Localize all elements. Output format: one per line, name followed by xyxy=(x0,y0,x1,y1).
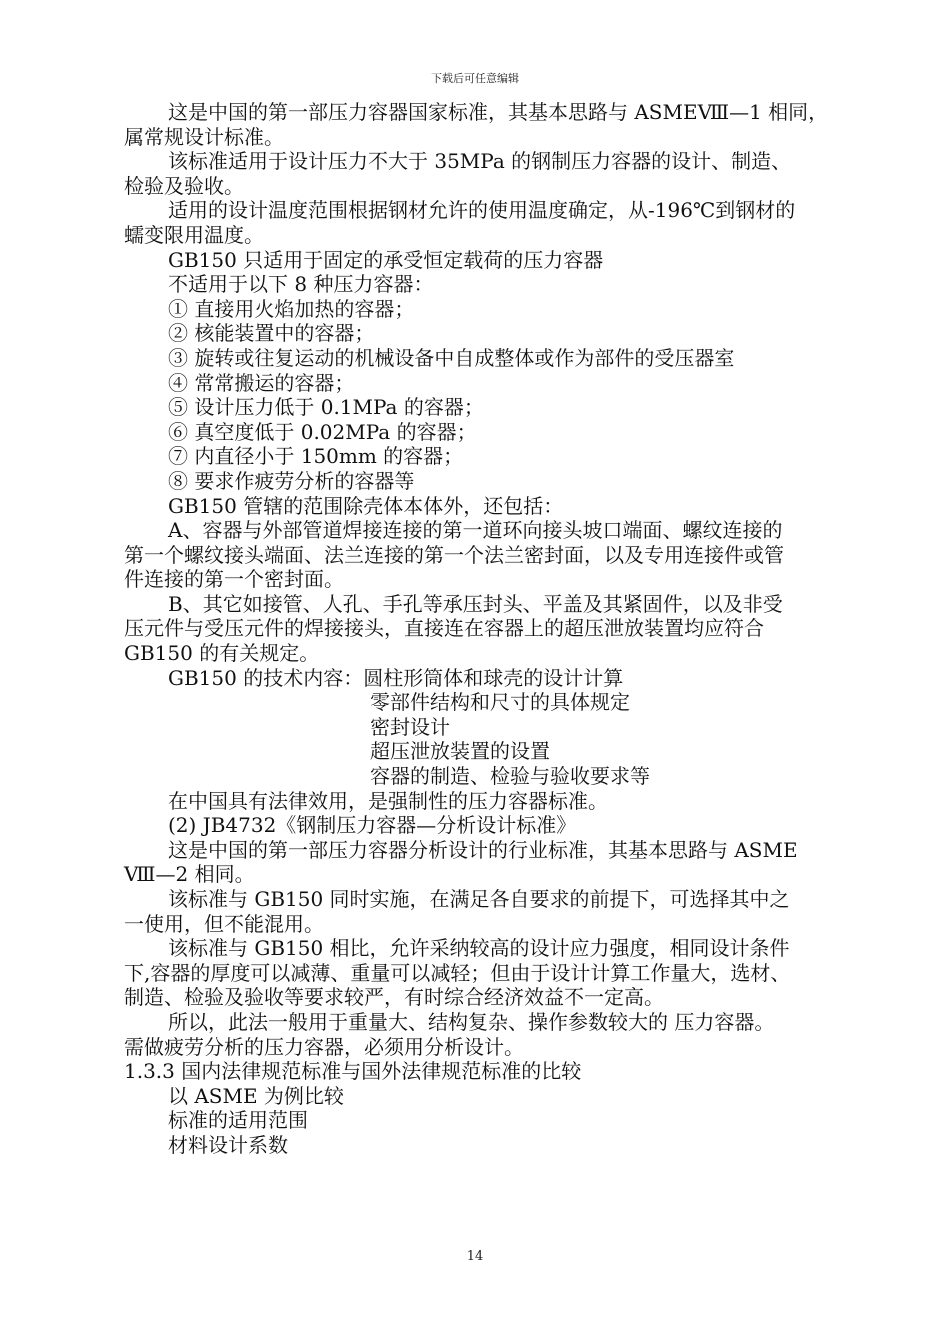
text-line: (2) JB4732《钢制压力容器—分析设计标准》 xyxy=(168,813,577,838)
document-body xyxy=(124,100,864,1158)
text-line: 压元件与受压元件的焊接接头，直接连在容器上的超压泄放装置均应符合 xyxy=(124,616,764,641)
text-line: 制造、检验及验收等要求较严，有时综合经济效益不一定高。 xyxy=(124,985,664,1010)
text-line: GB150 的有关规定。 xyxy=(124,641,320,666)
text-line: 该标准与 GB150 同时实施，在满足各自要求的前提下，可选择其中之 xyxy=(168,887,790,911)
text-line: 1.3.3 国内法律规范标准与国外法律规范标准的比较 xyxy=(124,1059,582,1084)
text-line: 该标准适用于设计压力不大于 35MPa 的钢制压力容器的设计、制造、 xyxy=(168,149,792,174)
text-line: 在中国具有法律效用，是强制性的压力容器标准。 xyxy=(168,788,608,813)
text-line: 属常规设计标准。 xyxy=(124,124,284,149)
text-line: ② 核能装置中的容器； xyxy=(168,321,375,346)
text-line: 第一个螺纹接头端面、法兰连接的第一个法兰密封面，以及专用连接件或管 xyxy=(124,542,784,567)
text-line: 超压泄放装置的设置 xyxy=(370,739,550,764)
text-line: 零部件结构和尺寸的具体规定 xyxy=(370,690,630,715)
text-line: ① 直接用火焰加热的容器； xyxy=(168,296,415,321)
text-line: GB150 管辖的范围除壳体本体外，还包括： xyxy=(168,493,564,518)
text-line: 材料设计系数 xyxy=(168,1132,288,1157)
text-line: 这是中国的第一部压力容器国家标准，其基本思路与 ASMEⅧ—1 相同， xyxy=(168,100,829,124)
text-line: 下,容器的厚度可以减薄、重量可以减轻；但由于设计计算工作量大，选材、 xyxy=(124,960,791,985)
text-line: 一使用，但不能混用。 xyxy=(124,911,324,936)
text-line: 容器的制造、检验与验收要求等 xyxy=(370,764,650,789)
text-line: 所以，此法一般用于重量大、结构复杂、操作参数较大的 压力容器。 xyxy=(168,1009,775,1034)
text-line: 该标准与 GB150 相比，允许采纳较高的设计应力强度，相同设计条件 xyxy=(168,936,790,961)
text-line: Ⅷ—2 相同。 xyxy=(124,862,255,887)
text-line: 密封设计 xyxy=(370,714,450,739)
text-line: ⑧ 要求作疲劳分析的容器等 xyxy=(168,468,415,493)
text-line: 件连接的第一个密封面。 xyxy=(124,567,344,592)
text-line: GB150 只适用于固定的承受恒定载荷的压力容器 xyxy=(168,247,604,272)
text-line: 不适用于以下 8 种压力容器： xyxy=(168,272,434,297)
text-line: 以 ASME 为例比较 xyxy=(168,1083,344,1108)
page-header: 下载后可任意编辑 xyxy=(431,72,519,85)
text-line: ⑥ 真空度低于 0.02MPa 的容器； xyxy=(168,419,477,444)
text-line: ⑦ 内直径小于 150mm 的容器； xyxy=(168,444,464,469)
text-line: A、容器与外部管道焊接连接的第一道环向接头坡口端面、螺纹连接的 xyxy=(168,518,783,543)
text-line: 适用的设计温度范围根据钢材允许的使用温度确定，从-196℃到钢材的 xyxy=(168,198,796,223)
text-line: 蠕变限用温度。 xyxy=(124,222,264,247)
text-line: 标准的适用范围 xyxy=(168,1108,308,1133)
text-line: ③ 旋转或往复运动的机械设备中自成整体或作为部件的受压器室 xyxy=(168,345,735,370)
text-line: 需做疲劳分析的压力容器，必须用分析设计。 xyxy=(124,1034,524,1059)
text-line: 检验及验收。 xyxy=(124,173,244,198)
text-line: B、其它如接管、人孔、手孔等承压封头、平盖及其紧固件，以及非受 xyxy=(168,591,783,616)
text-line: 这是中国的第一部压力容器分析设计的行业标准，其基本思路与 ASME xyxy=(168,837,798,862)
text-line: GB150 的技术内容：圆柱形筒体和球壳的设计计算 xyxy=(168,665,624,690)
text-line: ④ 常常搬运的容器； xyxy=(168,370,355,395)
text-line: ⑤ 设计压力低于 0.1MPa 的容器； xyxy=(168,395,484,420)
page-number: 14 xyxy=(466,1249,484,1264)
